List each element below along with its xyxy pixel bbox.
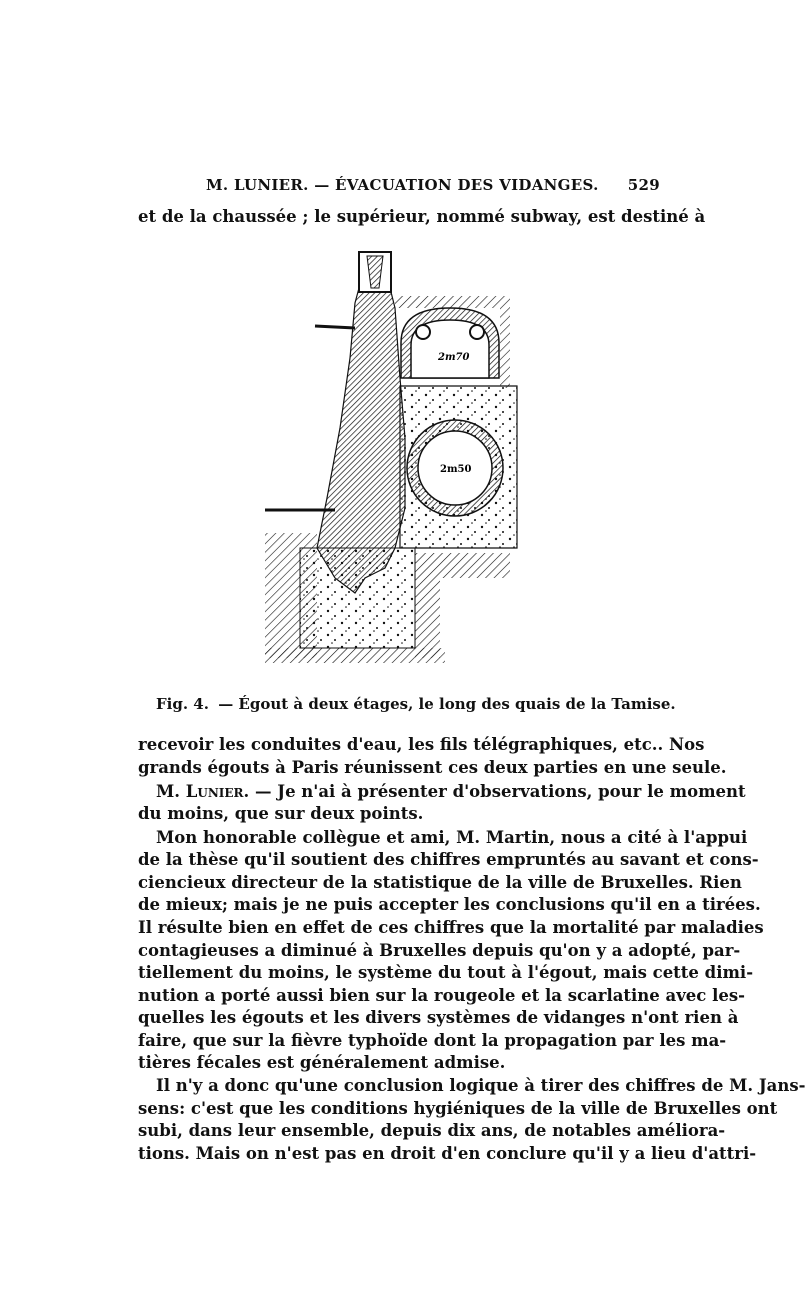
text-line: grands égouts à Paris réunissent ces deux parties en une seule. — [138, 758, 727, 777]
figure-caption-text: — Égout à deux étages, le long des quais de la Tamise. — [218, 695, 676, 713]
text-line: de la thèse qu'il soutient des chiffres empruntés au savant et cons- — [138, 850, 759, 869]
running-head-title: M. LUNIER. — ÉVACUATION DES VIDANGES. — [206, 176, 599, 194]
intro-line: et de la chaussée ; le supérieur, nommé subway, est destiné à — [138, 207, 706, 226]
text-line: quelles les égouts et les divers systèmes de vidanges n'ont rien à — [138, 1008, 739, 1027]
text-line: subi, dans leur ensemble, depuis dix ans, de notables améliora- — [138, 1121, 726, 1140]
text-line: sens: c'est que les conditions hygiéniques de la ville de Bruxelles ont — [138, 1099, 778, 1118]
soil-right-bottom — [415, 553, 510, 658]
speaker-name: M. Lunier. — [156, 782, 250, 801]
running-head — [140, 176, 660, 200]
page-number: 529 — [627, 176, 660, 194]
figure-number: Fig. 4. — [156, 695, 209, 713]
sewer-dimension-label: 2m50 — [440, 464, 472, 475]
text-line: de mieux; mais je ne puis accepter les conclusions qu'il en a tirées. — [138, 895, 761, 914]
embankment-wall — [317, 256, 405, 593]
text-line: nution a porté aussi bien sur la rougeole et la scarlatine avec les- — [138, 986, 746, 1005]
text-line: du moins, que sur deux points. — [138, 804, 424, 823]
figure-caption — [156, 695, 676, 713]
text-line: tières fécales est généralement admise. — [138, 1053, 506, 1072]
roadway — [315, 326, 355, 328]
text-line: faire, que sur la fièvre typhoïde dont la propagation par les ma- — [138, 1031, 727, 1050]
sewer-cross-section-figure — [255, 248, 525, 668]
text-line: ciencieux directeur de la statistique de la ville de Bruxelles. Rien — [138, 873, 742, 892]
text-line: Il n'y a donc qu'une conclusion logique à tirer des chiffres de M. Jans- — [156, 1076, 805, 1095]
text-line: recevoir les conduites d'eau, les fils télégraphiques, etc.. Nos — [138, 735, 705, 754]
subway-dimension-label: 2m70 — [438, 352, 470, 363]
text-line: tions. Mais on n'est pas en droit d'en conclure qu'il y a lieu d'attri- — [138, 1144, 757, 1163]
text-line-with-speaker — [156, 781, 746, 803]
text-line: tiellement du moins, le système du tout à l'égout, mais cette dimi- — [138, 963, 754, 982]
text-line: contagieuses a diminué à Bruxelles depuis qu'on y a adopté, par- — [138, 941, 741, 960]
text-line: Mon honorable collègue et ami, M. Martin, nous a cité à l'appui — [156, 828, 748, 847]
text-line-rest: — Je n'ai à présenter d'observations, pour le moment — [255, 782, 746, 801]
text-line: Il résulte bien en effet de ces chiffres que la mortalité par maladies — [138, 918, 764, 937]
